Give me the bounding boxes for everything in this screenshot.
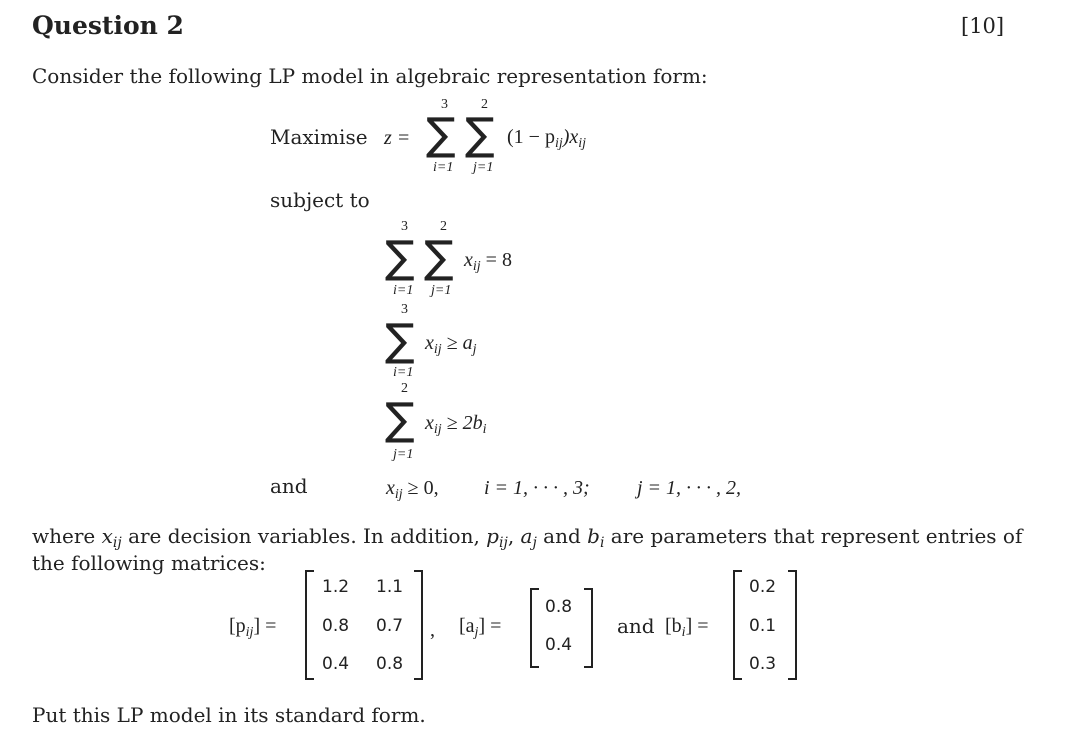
obj-sum-i-lower: i=1 [433,160,454,175]
obj-sum-j-lower: j=1 [473,160,494,175]
p-matrix-label: $[p_{ij}]$ = [229,615,277,640]
c1-sum-j-lower: j=1 [431,283,452,298]
b-matrix-cell: 0.3 [749,654,777,674]
nonneg-constraint: $x_{ij} \ge 0$, [386,477,439,502]
where-line-1: where $x_{ij}$ are decision variables. In addition, $p_{ij}$, $a_j$ and $b_i$ are parameters that represent entries of [32,524,1023,551]
a-matrix-right-bracket [584,588,593,668]
obj-sum-j-upper: 2 [481,97,488,112]
constraint-2-body: $x_{ij} \ge a_j$ [425,332,477,357]
c1-sum-i-sigma: ∑ [385,232,415,283]
c3-sum-j-sigma: ∑ [385,394,415,445]
c1-sum-j-sigma: ∑ [424,232,454,283]
c2-sum-i-sigma: ∑ [385,315,415,366]
p-matrix-cell: 0.8 [376,654,404,674]
b-matrix-left-bracket [733,570,742,680]
obj-sum-i-sigma: ∑ [426,109,456,160]
p-matrix-cell: 0.4 [322,654,350,674]
j-range: j = 1, · · · , 2, [637,477,742,499]
constraint-1-body: $x_{ij} = 8$ [464,249,512,274]
obj-sum-j-sigma: ∑ [465,109,495,160]
final-instruction: Put this LP model in its standard form. [32,703,426,727]
objective-lhs: z = [384,127,411,149]
where-line-2: the following matrices: [32,551,266,575]
c3-sum-j-upper: 2 [401,381,408,396]
matrix-separator: , [430,619,435,641]
c1-sum-i-upper: 3 [401,219,408,234]
question-title: Question 2 [32,11,184,40]
p-matrix-cell: 1.2 [322,577,350,597]
constraint-3-body: $x_{ij} \ge 2b_i$ [425,412,487,437]
a-matrix-left-bracket [530,588,539,668]
a-matrix-label: $[a_j]$ = [459,615,502,640]
intro-text: Consider the following LP model in algebraic representation form: [32,64,708,88]
c2-sum-i-lower: i=1 [393,365,414,380]
marks-label: [10] [961,14,1005,38]
and-label: and [270,474,308,498]
c1-sum-j-upper: 2 [440,219,447,234]
c2-sum-i-upper: 3 [401,302,408,317]
subject-to-label: subject to [270,188,370,212]
p-matrix-cell: 0.7 [376,616,404,636]
a-matrix-cell: 0.4 [545,635,573,655]
p-matrix-cell: 0.8 [322,616,350,636]
b-matrix-cell: 0.1 [749,616,777,636]
b-matrix-right-bracket [788,570,797,680]
maximise-label: Maximise [270,125,368,149]
p-matrix-right-bracket [414,570,423,680]
c1-sum-i-lower: i=1 [393,283,414,298]
i-range: i = 1, · · · , 3; [484,477,590,499]
b-matrix-cell: 0.2 [749,577,777,597]
matrices-and-label: and [617,614,655,638]
b-matrix-label: $[b_i]$ = [665,615,709,640]
obj-sum-i-upper: 3 [441,97,448,112]
p-matrix-cell: 1.1 [376,577,404,597]
c3-sum-j-lower: j=1 [393,447,414,462]
a-matrix-cell: 0.8 [545,597,573,617]
objective-term: $(1 - p_{ij})x_{ij}$ [507,126,587,151]
p-matrix-left-bracket [305,570,314,680]
